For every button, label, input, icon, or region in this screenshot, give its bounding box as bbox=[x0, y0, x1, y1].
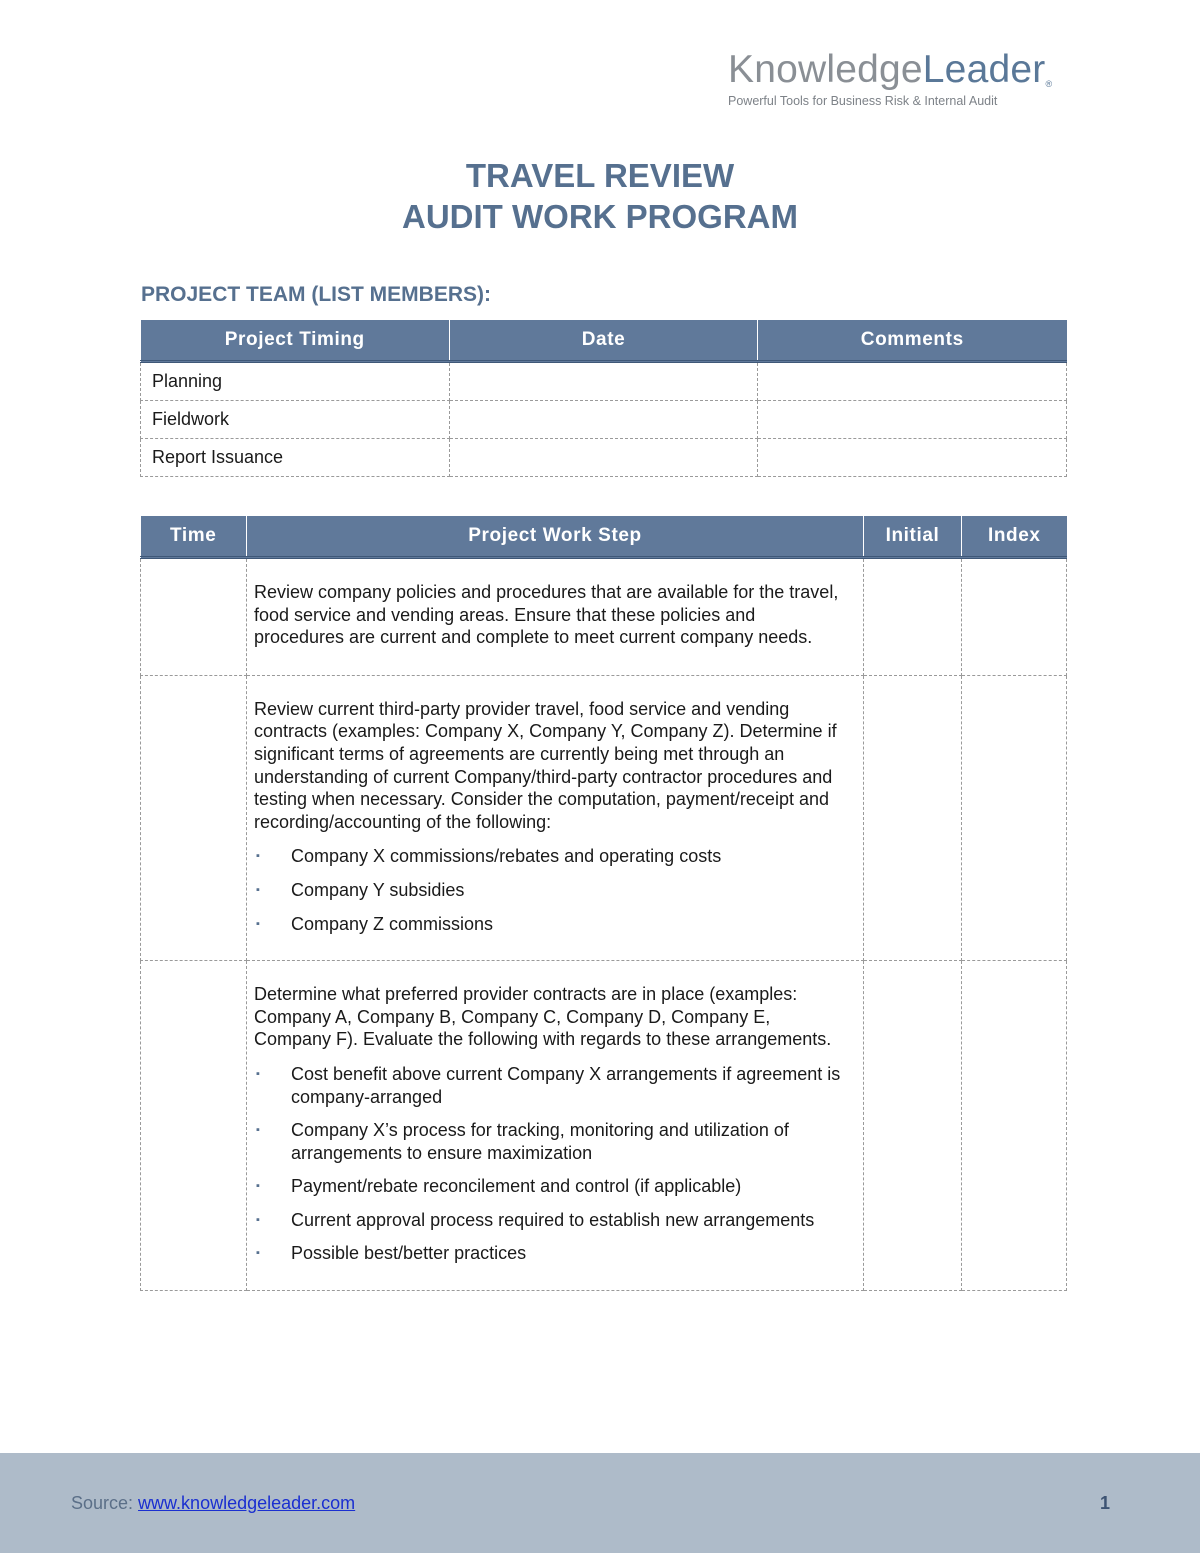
index-cell[interactable] bbox=[962, 675, 1067, 960]
table-row bbox=[141, 961, 1067, 1291]
list-item: ▪ Payment/rebate reconcilement and control (if applicable) bbox=[254, 1175, 845, 1198]
page-number: 1 bbox=[1100, 1493, 1111, 1513]
work-step-text: Review current third-party provider travel, food service and vending contracts (examples: Company X, Company Y, Company Z). Determine if significant terms of agreements are currently being met through an understanding of current Company/third-party contractor procedures and testing when necessary. Consider the computation, payment/receipt and recording/accounting of the following: bbox=[254, 698, 837, 832]
page-footer bbox=[0, 1453, 1200, 1553]
work-step-bullets bbox=[254, 1063, 845, 1265]
logo-tagline: Powerful Tools for Business Risk & Internal Audit bbox=[728, 94, 998, 108]
timing-cell: Report Issuance bbox=[141, 439, 450, 477]
list-item: ▪ Company Y subsidies bbox=[254, 879, 845, 902]
header-initial: Initial bbox=[864, 516, 962, 558]
list-item: ▪ Company Z commissions bbox=[254, 913, 845, 936]
logo-name-part2: Leader bbox=[922, 48, 1046, 91]
comments-cell[interactable] bbox=[758, 439, 1067, 477]
source-link[interactable]: www.knowledgeleader.com bbox=[138, 1493, 356, 1513]
document-title bbox=[0, 155, 1200, 237]
list-item: ▪ Cost benefit above current Company X arrangements if agreement is company-arranged bbox=[254, 1063, 845, 1108]
company-logo bbox=[728, 48, 1068, 108]
date-cell[interactable] bbox=[450, 401, 758, 439]
time-cell[interactable] bbox=[141, 558, 247, 676]
timing-cell: Fieldwork bbox=[141, 401, 450, 439]
work-step-text: Determine what preferred provider contracts are in place (examples: Company A, Company B, Company C, Company D, Company E, Company F). Evaluate the following with regards to these arrangements. bbox=[254, 984, 832, 1050]
source-label: Source: bbox=[71, 1493, 139, 1513]
index-cell[interactable] bbox=[962, 961, 1067, 1291]
header-project-timing: Project Timing bbox=[141, 320, 450, 362]
table-row bbox=[141, 401, 1067, 439]
list-item: ▪ Company X’s process for tracking, monitoring and utilization of arrangements to ensure maximization bbox=[254, 1119, 845, 1164]
date-cell[interactable] bbox=[450, 439, 758, 477]
header-time: Time bbox=[141, 516, 247, 558]
header-date: Date bbox=[450, 320, 758, 362]
comments-cell[interactable] bbox=[758, 401, 1067, 439]
initial-cell[interactable] bbox=[864, 675, 962, 960]
logo-wordmark bbox=[728, 48, 1068, 92]
header-comments: Comments bbox=[758, 320, 1067, 362]
date-cell[interactable] bbox=[450, 362, 758, 401]
time-cell[interactable] bbox=[141, 961, 247, 1291]
initial-cell[interactable] bbox=[864, 961, 962, 1291]
table-row bbox=[141, 439, 1067, 477]
list-item: ▪ Possible best/better practices bbox=[254, 1242, 845, 1265]
work-step-text: Review company policies and procedures that are available for the travel, food service and vending areas. Ensure that these policies and procedures are current and complete to meet current company needs. bbox=[254, 582, 839, 648]
work-step-cell bbox=[247, 558, 864, 676]
work-steps-table bbox=[140, 516, 1067, 1291]
list-item: ▪ Company X commissions/rebates and operating costs bbox=[254, 845, 845, 868]
work-step-cell bbox=[247, 675, 864, 960]
project-team-label: PROJECT TEAM (LIST MEMBERS): bbox=[141, 283, 491, 306]
work-step-cell bbox=[247, 961, 864, 1291]
title-line-2: AUDIT WORK PROGRAM bbox=[402, 198, 798, 235]
project-timing-table bbox=[140, 320, 1067, 477]
index-cell[interactable] bbox=[962, 558, 1067, 676]
steps-header-row bbox=[141, 516, 1067, 558]
timing-cell: Planning bbox=[141, 362, 450, 401]
work-step-bullets bbox=[254, 845, 845, 935]
logo-name-part1: Knowledge bbox=[728, 48, 923, 91]
table-row bbox=[141, 362, 1067, 401]
logo-trademark: ® bbox=[1045, 79, 1053, 89]
header-project-work-step: Project Work Step bbox=[247, 516, 864, 558]
list-item: ▪ Current approval process required to establish new arrangements bbox=[254, 1209, 845, 1232]
table-row bbox=[141, 675, 1067, 960]
time-cell[interactable] bbox=[141, 675, 247, 960]
title-line-1: TRAVEL REVIEW bbox=[465, 157, 735, 194]
source-line bbox=[71, 1493, 355, 1514]
header-index: Index bbox=[962, 516, 1067, 558]
timing-header-row bbox=[141, 320, 1067, 362]
comments-cell[interactable] bbox=[758, 362, 1067, 401]
table-row bbox=[141, 558, 1067, 676]
initial-cell[interactable] bbox=[864, 558, 962, 676]
